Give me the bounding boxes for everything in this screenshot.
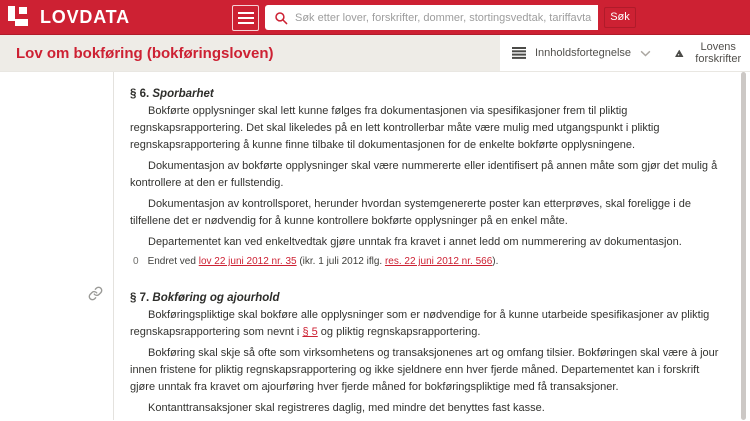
section-7-heading: § 7. Bokføring og ajourhold [130,292,280,304]
section-anchor-link[interactable] [88,286,103,301]
scrollbar[interactable] [741,72,746,420]
search-box [265,5,598,30]
search-submit-button[interactable]: Søk [604,7,636,28]
lovdata-logo[interactable] [8,6,130,29]
law-content [0,72,750,420]
section-6 [130,86,722,268]
chain-link-icon [88,286,103,301]
toc-label: Innholdsfortegnelse [535,47,632,59]
search-input[interactable] [295,12,592,24]
section-7 [130,290,722,417]
search-icon [274,11,288,25]
law-paragraph: Dokumentasjon av bokførte opplysninger skal være nummererte eller identifisert på annen måte som gjør det mulig å kontrollere at den er fullstendig. [130,160,718,189]
page-title: Lov om bokføring (bokføringsloven) [16,44,274,62]
content-divider [113,72,114,420]
note-marker: 0 [133,256,139,267]
amendment-note [133,255,722,268]
chevron-down-icon [640,50,651,57]
law-paragraph: Bokføring skal skje så ofte som virksomhetens og transaksjonenes art og omfang tilsier. Bokføringen skal være à jour innen fristene for pliktig regnskapsrapportering og ikke sjeldnere enn hver fjerde måned. Departementet kan i forskrift gjøre unntak fra kravet om ajourføring hver fjerde måned for bokføringspliktige med få transaksjoner. [130,347,719,393]
section-6-heading: § 6. Sporbarhet [130,88,214,100]
table-of-contents-button[interactable] [500,35,663,71]
law-paragraph: Kontanttransaksjoner skal registreres daglig, med mindre det benyttes fast kasse. [148,402,545,414]
triangle-icon [675,47,684,60]
lovdata-logo-icon [8,6,31,29]
section-5-link[interactable]: § 5 [302,326,318,338]
law-regulations-button[interactable] [663,35,750,71]
top-header [0,0,750,35]
note-text: Endret ved lov 22 juni 2012 nr. 35 (ikr. 1 juli 2012 iflg. res. 22 juni 2012 nr. 566). [147,256,499,267]
law-paragraph: Bokføringspliktige skal bokføre alle opplysninger som er nødvendige for å kunne utarbeide spesifikasjoner av pliktig regnskapsrapportering som nevnt i § 5 og pliktig regnskapsrapportering. [130,309,710,338]
law-text [130,72,722,421]
law-paragraph: Dokumentasjon av kontrollsporet, herunder hvordan systemgenererte poster kan etterprøves, skal foreligge i de tilfellene det er nødvendig for å kunne kontrollere bokførte opplysninger på en enkel måte. [130,198,691,227]
law-paragraph: Bokførte opplysninger skal lett kunne følges fra dokumentasjonen via spesifikasjoner frem til pliktig regnskapsrapportering. Det skal likeledes på en lett kontrollerbar måte være mulig med utgangspunkt i pliktig regnskapsrapportering å kunne finne tilbake til dokumentasjonen for de enkelte bokførte opplysningene. [130,105,660,151]
law-title-bar [0,35,750,72]
regulations-label: Lovens forskrifter [695,41,742,65]
title-bar-nav [500,35,750,71]
menu-button[interactable] [232,5,259,31]
amendment-res-link[interactable]: res. 22 juni 2012 nr. 566 [384,256,493,267]
amendment-law-link[interactable]: lov 22 juni 2012 nr. 35 [198,256,297,267]
lovdata-logo-text: LOVDATA [40,6,130,27]
hamburger-icon [238,12,254,14]
law-paragraph: Departementet kan ved enkeltvedtak gjøre unntak fra kravet i annet ledd om nummerering av dokumentasjon. [148,236,682,248]
toc-list-icon [512,46,526,60]
